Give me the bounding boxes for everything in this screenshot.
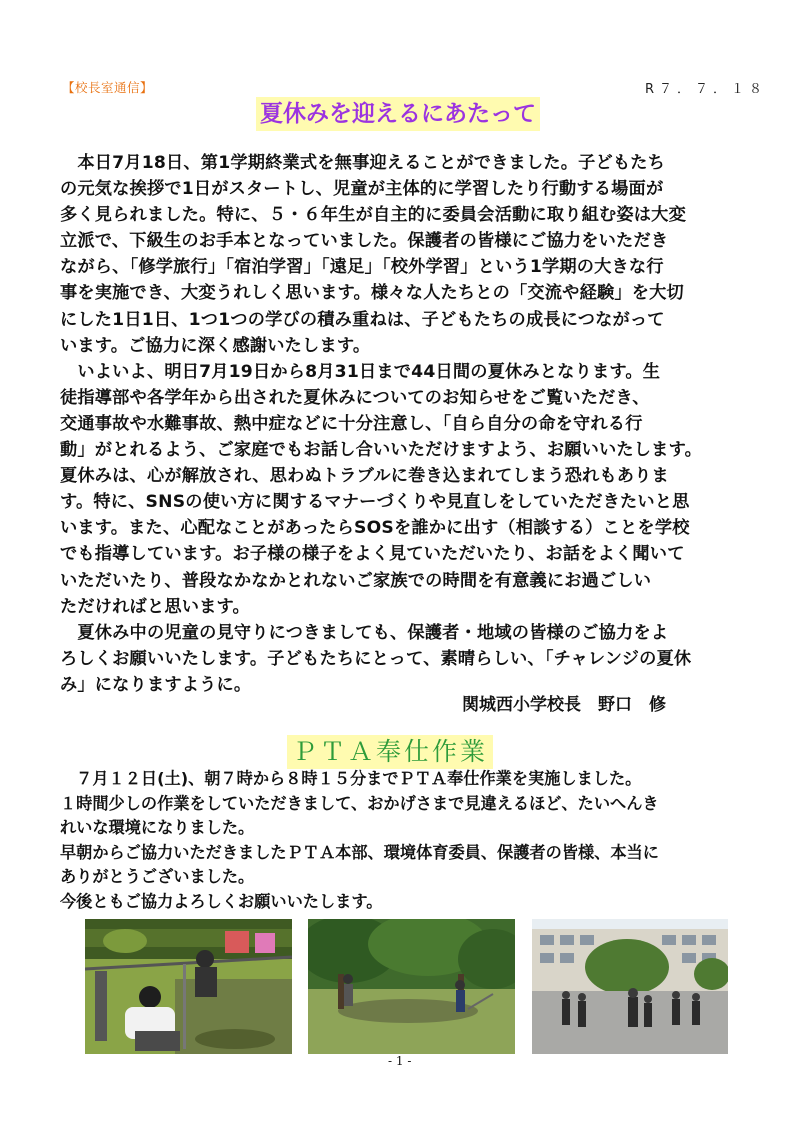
photo-raking xyxy=(308,919,515,1054)
paragraph-line: 徒指導部や各学年から出された夏休みについてのお知らせをご覧いただき、 xyxy=(60,387,650,408)
paragraph-line: ただければと思います。 xyxy=(60,596,250,617)
paragraph-line: います。また、心配なことがあったらSOSを誰かに出す（相談する）ことを学校 xyxy=(60,518,690,539)
paragraph-line: れいな環境になりました。 xyxy=(60,818,255,837)
article-body-pta xyxy=(60,767,760,914)
paragraph-line: の元気な挨拶で1日がスタートし、児童が主体的に学習したり行動する場面が xyxy=(60,179,664,200)
article-title-summer: 夏休みを迎えるにあたって xyxy=(256,97,540,131)
paragraph-line: 事を実施でき、大変うれしく思います。様々な人たちとの「交流や経験」を大切 xyxy=(60,283,684,304)
paragraph-line: にした1日1日、1つ1つの学びの積み重ねは、子どもたちの成長につながって xyxy=(60,309,665,330)
article-body-summer xyxy=(60,150,760,698)
paragraph-line: ろしくお願いいたします。子どもたちにとって、素晴らしい、「チャレンジの夏休 xyxy=(60,648,692,669)
paragraph-line: み」になりますように。 xyxy=(60,674,252,695)
principal-signature: 関城西小学校長 野口 修 xyxy=(462,695,666,715)
paragraph-line: 立派で、下級生のお手本となっていました。保護者の皆様にご協力をいただき xyxy=(60,231,669,252)
paragraph-line: 今後ともご協力よろしくお願いいたします。 xyxy=(60,891,383,911)
paragraph-line: ながら、「修学旅行」「宿泊学習」「遠足」「校外学習」という1学期の大きな行 xyxy=(60,257,664,278)
page-number: - 1 - xyxy=(388,1054,412,1068)
paragraph-line: ありがとうございました。 xyxy=(60,867,255,886)
paragraph-line: いよいよ、明日7月19日から8月31日まで44日間の夏休みとなります。生 xyxy=(60,361,661,382)
section-tag: 【校長室通信】 xyxy=(62,80,154,95)
paragraph-line: でも指導しています。お子様の様子をよく見ていただいたり、お話をよく聞いて xyxy=(60,544,685,565)
paragraph-line: 多く見られました。特に、５・６年生が自主的に委員会活動に取り組む姿は大変 xyxy=(60,205,686,226)
paragraph-line: いただいたり、普段なかなかとれないご家族での時間を有意義にお過ごしい xyxy=(60,570,652,591)
paragraph-line: 夏休みは、心が解放され、思わぬトラブルに巻き込まれてしまう恐れもありま xyxy=(60,466,669,487)
paragraph-line: 本日7月18日、第1学期終業式を無事迎えることができました。子どもたち xyxy=(60,153,666,173)
paragraph-line: ７月１２日(土)、朝７時から８時１５分までＰＴＡ奉仕作業を実施しました。 xyxy=(60,769,642,788)
paragraph-line: 動」がとれるよう、ご家庭でもお話し合いいただけますよう、お願いいたします。 xyxy=(60,440,702,461)
paragraph-line: す。特に、SNSの使い方に関するマナーづくりや見直しをしていただきたいと思 xyxy=(60,492,690,513)
paragraph-line: 夏休み中の児童の見守りにつきましても、保護者・地域の皆様のご協力をよ xyxy=(60,622,669,643)
issue-date: R７．７．１８ xyxy=(645,82,768,97)
paragraph-line: います。ご協力に深く感謝いたします。 xyxy=(60,335,371,356)
paragraph-line: 早朝からご協力いただきましたＰＴＡ本部、環境体育委員、保護者の皆様、本当に xyxy=(60,842,659,862)
photo-schoolyard xyxy=(532,919,728,1054)
article-title-pta: ＰＴＡ奉仕作業 xyxy=(287,735,493,769)
paragraph-line: １時間少しの作業をしていただきまして、おかげさまで見違えるほど、たいへんき xyxy=(60,793,659,813)
photo-weeding xyxy=(85,919,292,1054)
paragraph-line: 交通事故や水難事故、熱中症などに十分注意し、「自ら自分の命を守れる行 xyxy=(60,413,643,434)
